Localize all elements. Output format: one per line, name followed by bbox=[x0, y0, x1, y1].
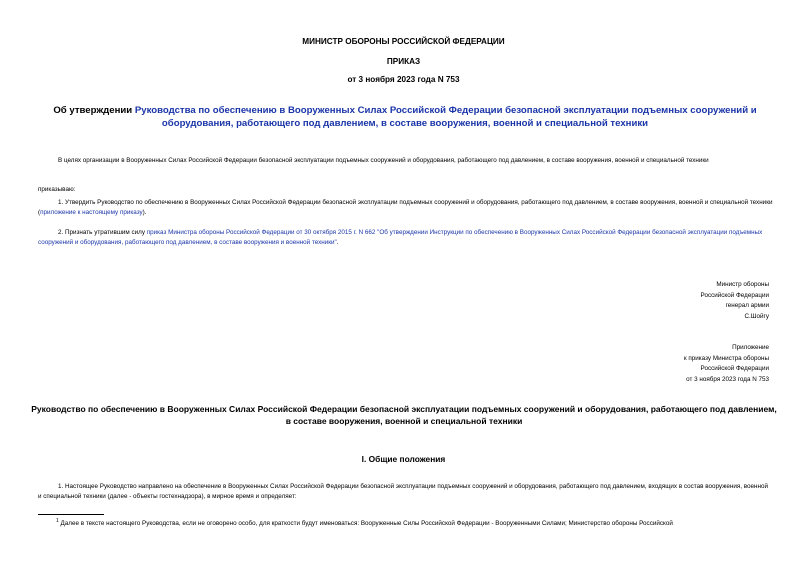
item-2-end: . bbox=[336, 239, 339, 246]
doc-type-heading: ПРИКАЗ bbox=[386, 57, 421, 66]
footnote-marker: 1 bbox=[56, 518, 59, 524]
order-word: приказываю: bbox=[38, 186, 76, 193]
item-2-paragraph bbox=[38, 228, 773, 248]
signature-position: Министр обороны bbox=[716, 281, 769, 288]
doc-date-number: от 3 ноября 2023 года N 753 bbox=[347, 75, 460, 84]
guide-paragraph-1: 1. Настоящее Руководство направлено на обеспечение в Вооруженных Силах Российской Федерации безопасной эксплуатации подъемных сооружений и оборудования, работающего под давлением, входящих в состав вооружения, военной и специальной техники (далее - объекты гостехнадзора), в мирное время и определяет: bbox=[38, 483, 769, 500]
section-1-heading: I. Общие положения bbox=[361, 454, 446, 464]
item-1-paragraph bbox=[38, 198, 773, 218]
signature-rank: генерал армии bbox=[725, 302, 769, 309]
footnote-text: Далее в тексте настоящего Руководства, если не оговорено особо, для краткости будут именоваться: Вооруженные Силы Российской Федерации - Вооруженными Силами; Министерство обороны Российской bbox=[60, 520, 673, 528]
appendix-block bbox=[684, 343, 769, 385]
repealed-order-link[interactable]: приказ Министра обороны Российской Федерации от 30 октября 2015 г. N 662 "Об утверждении Инструкции по обеспечению в Вооруженных Силах Российской Федерации безопасной эксплуатации подъемных сооружений и оборудования, работающего под давлением, в составе вооружения и военной техники" bbox=[38, 229, 763, 246]
appendix-label: Приложение bbox=[732, 344, 769, 351]
appendix-link[interactable]: приложение к настоящему приказу bbox=[40, 209, 143, 216]
order-title bbox=[30, 104, 780, 130]
item-2-text: 2. Признать утратившим силу bbox=[58, 229, 147, 236]
appendix-country: Российской Федерации bbox=[700, 365, 769, 372]
appendix-ref: к приказу Министра обороны bbox=[683, 354, 769, 362]
order-title-prefix: Об утверждении bbox=[53, 105, 135, 116]
signature-name: С.Шойгу bbox=[744, 312, 769, 320]
appendix-date: от 3 ноября 2023 года N 753 bbox=[686, 375, 769, 383]
signature-block bbox=[701, 280, 769, 322]
ministry-heading: МИНИСТР ОБОРОНЫ РОССИЙСКОЙ ФЕДЕРАЦИИ bbox=[302, 37, 505, 46]
guide-title: Руководство по обеспечению в Вооруженных Силах Российской Федерации безопасной эксплуатации подъемных сооружений и оборудования, работающего под давлением, в составе вооружения, военной и специальной техники bbox=[31, 404, 777, 426]
intro-paragraph: В целях организации в Вооруженных Силах Российской Федерации безопасной эксплуатации подъемных сооружений и оборудования, работающего под давлением, в составе вооружения, военной и специальной техники bbox=[58, 157, 709, 164]
item-1-end: ). bbox=[142, 209, 147, 216]
signature-country: Российской Федерации bbox=[700, 291, 769, 299]
order-title-link[interactable]: Руководства по обеспечению в Вооруженных Силах Российской Федерации безопасной эксплуатации подъемных сооружений и оборудования, работающего под давлением, в составе вооружения, военной и специальной техники bbox=[134, 105, 757, 129]
item-1-text: 1. Утвердить Руководство по обеспечению в Вооруженных Силах Российской Федерации безопасной эксплуатации подъемных сооружений и оборудования, работающего под давлением, в составе вооружения, военной и специальной техники ( bbox=[38, 199, 773, 216]
footnote-divider bbox=[38, 514, 104, 515]
footnote bbox=[56, 516, 776, 529]
